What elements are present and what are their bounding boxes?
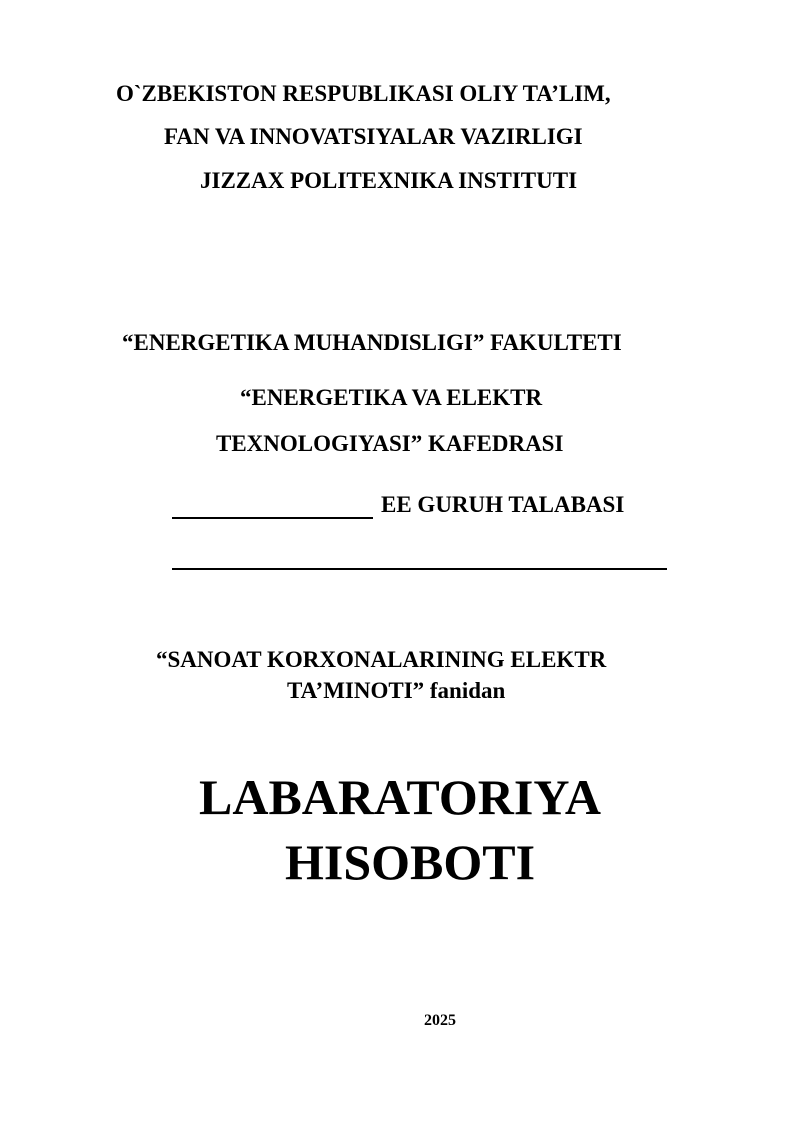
department-line-1: “ENERGETIKA VA ELEKTR (240, 385, 543, 410)
ministry-line-2: FAN VA INNOVATSIYALAR VAZIRLIGI (164, 124, 583, 149)
report-title-line-1: LABARATORIYA (199, 769, 601, 825)
report-title-line-2: HISOBOTI (285, 834, 536, 890)
year: 2025 (424, 1012, 456, 1029)
subject-line-2: TA’MINOTI” fanidan (287, 678, 506, 703)
institute-name: JIZZAX POLITEXNIKA INSTITUTI (200, 168, 578, 193)
student-name-blank (172, 568, 667, 570)
department-line-2: TEXNOLOGIYASI” KAFEDRASI (216, 431, 564, 456)
group-number-blank (172, 491, 373, 519)
subject-line-1: “SANOAT KORXONALARINING ELEKTR (156, 647, 607, 672)
faculty-name: “ENERGETIKA MUHANDISLIGI” FAKULTETI (122, 330, 622, 355)
group-label: EE GURUH TALABASI (381, 492, 625, 517)
student-group-row (172, 487, 624, 519)
ministry-line-1: O`ZBEKISTON RESPUBLIKASI OLIY TA’LIM, (116, 81, 611, 106)
